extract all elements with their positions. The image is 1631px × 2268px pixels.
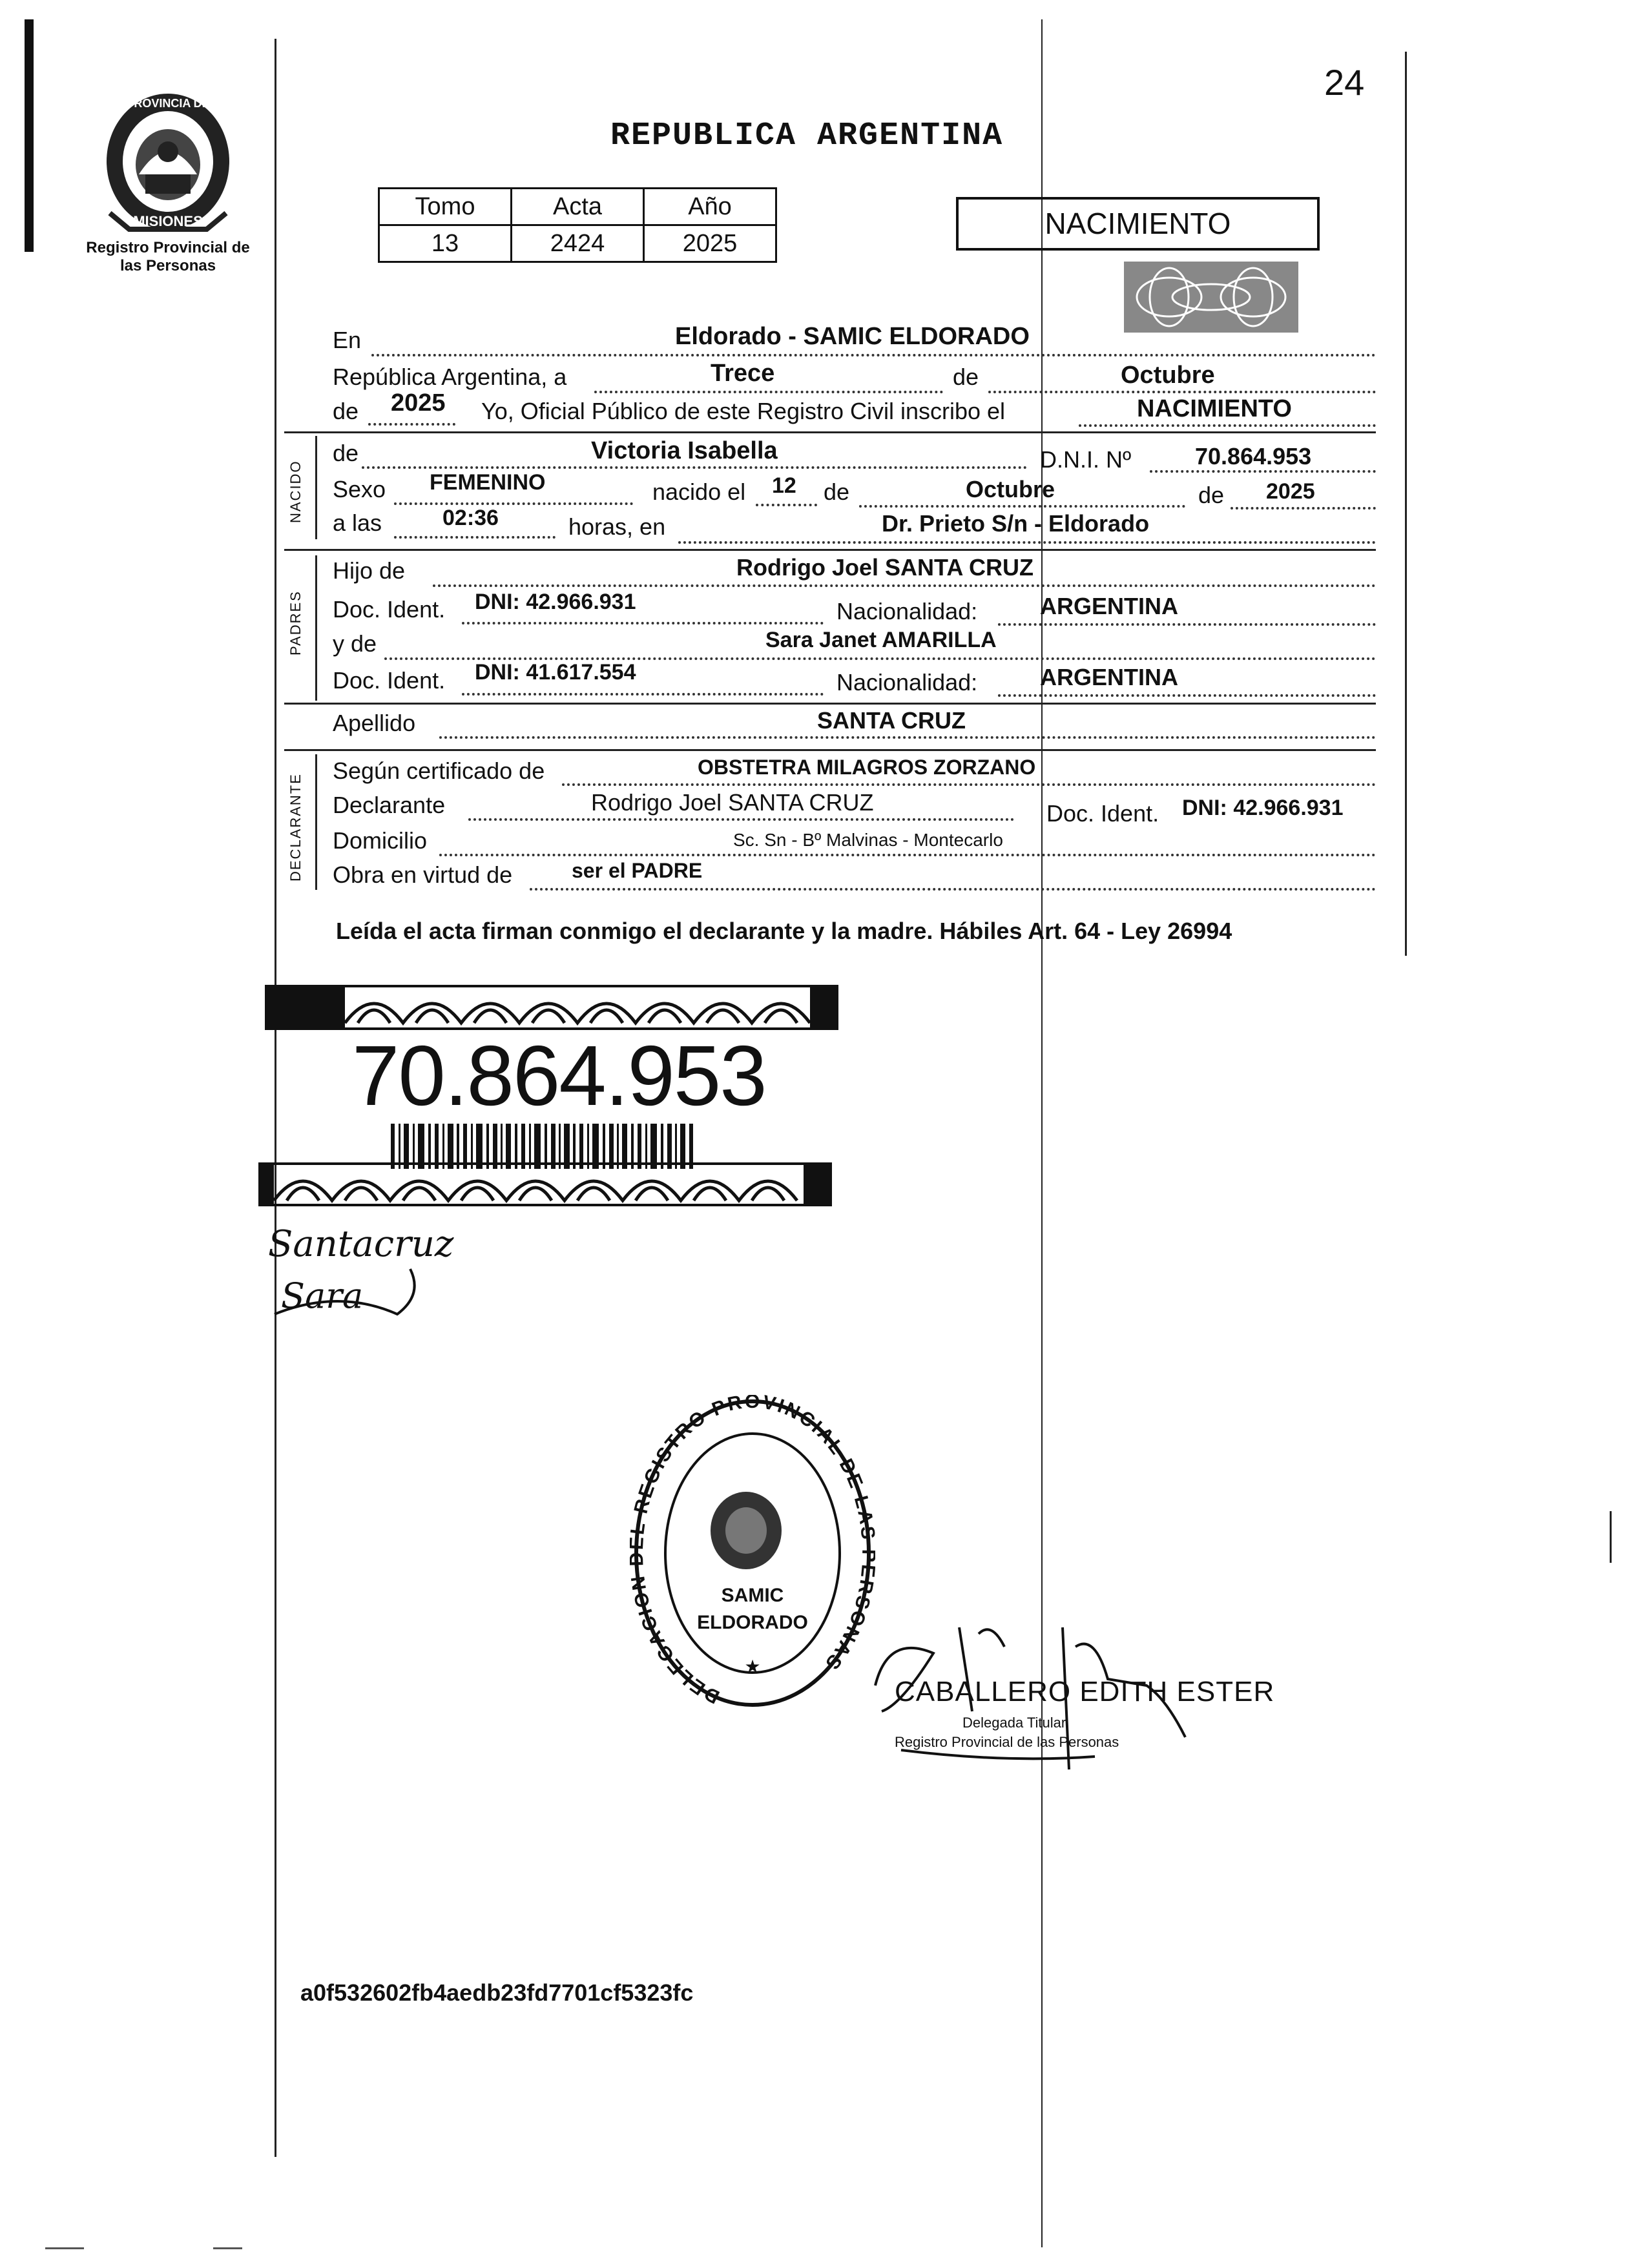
mother-doc: DNI: 41.617.554 — [475, 660, 636, 685]
nacionalidad-label: Nacionalidad: — [836, 598, 978, 624]
dotted-line — [1231, 507, 1376, 510]
dotted-line — [998, 623, 1376, 626]
dotted-line — [1150, 470, 1376, 473]
padres-label: PADRES — [287, 590, 304, 655]
en-label: En — [333, 327, 362, 353]
domicilio-label: Domicilio — [333, 827, 428, 854]
month-value: Octubre — [1121, 362, 1215, 389]
document-hash: a0f532602fb4aedb23fd7701cf5323fc — [300, 1979, 694, 2006]
header-anio: Año — [644, 189, 776, 225]
margin-bar — [25, 19, 34, 252]
obra-value: ser el PADRE — [572, 859, 703, 882]
register-table — [378, 187, 777, 263]
declarante-name: Rodrigo Joel SANTA CRUZ — [591, 789, 874, 816]
cert-value: OBSTETRA MILAGROS ZORZANO — [698, 756, 1036, 779]
de-label: de — [1198, 482, 1225, 508]
obra-label: Obra en virtud de — [333, 861, 513, 888]
official-stamp — [630, 1395, 875, 1718]
birth-month: Octubre — [966, 476, 1055, 502]
de-label: de — [953, 364, 979, 390]
doc-label: Doc. Ident. — [1046, 800, 1159, 827]
dotted-line — [371, 354, 1376, 356]
dotted-line — [562, 783, 1376, 786]
guilloche-strip-top — [265, 985, 838, 1030]
header-tomo: Tomo — [379, 189, 512, 225]
place-value: Eldorado - SAMIC ELDORADO — [675, 323, 1030, 350]
svg-text:PROVINCIA DE: PROVINCIA DE — [126, 97, 210, 110]
dotted-line — [859, 505, 1185, 508]
hora-label: a las — [333, 510, 382, 536]
birth-time: 02:36 — [442, 506, 499, 530]
hijo-label: Hijo de — [333, 557, 406, 584]
sexo-label: Sexo — [333, 476, 386, 502]
svg-text:MISIONES: MISIONES — [133, 213, 203, 229]
birth-year: 2025 — [1266, 479, 1315, 504]
declarante-field-label: Declarante — [333, 792, 446, 818]
oficial-text: Yo, Oficial Público de este Registro Civil inscribo el — [481, 398, 1006, 424]
scan-mark — [213, 2247, 242, 2249]
father-nationality: ARGENTINA — [1040, 593, 1178, 619]
svg-text:Sara: Sara — [281, 1275, 364, 1316]
nacionalidad-label: Nacionalidad: — [836, 669, 978, 696]
nacido-label-text: nacido el — [652, 479, 746, 505]
dotted-line — [468, 818, 1014, 821]
svg-text:DELEGACION DEL REGISTRO PROVIN: DELEGACIO REGISTRO PROVINCIAL DE LA RSONAS — [630, 1395, 875, 1708]
birth-place: Dr. Prieto S/n - Eldorado — [882, 510, 1150, 537]
right-border — [1405, 52, 1407, 956]
scan-mark — [1610, 1511, 1612, 1563]
section-divider — [284, 431, 1376, 433]
apellido-label: Apellido — [333, 710, 416, 736]
day-text: Trece — [711, 360, 775, 387]
closing-text: Leída el acta firman conmigo el declarante y la madre. Hábiles Art. 64 - Ley 26994 — [336, 918, 1232, 944]
horas-label: horas, en — [568, 513, 666, 540]
dotted-line — [756, 504, 817, 506]
province-logo — [84, 84, 252, 242]
svg-text:SAMIC: SAMIC — [721, 1585, 784, 1606]
dotted-line — [462, 622, 824, 624]
dotted-line — [439, 854, 1376, 856]
security-hologram — [1124, 262, 1298, 333]
scan-mark — [45, 2247, 84, 2249]
dotted-line — [678, 541, 1376, 544]
dotted-line — [1079, 424, 1376, 427]
child-name: Victoria Isabella — [591, 437, 778, 464]
mother-nationality: ARGENTINA — [1040, 664, 1178, 690]
father-doc: DNI: 42.966.931 — [475, 590, 636, 614]
declarante-doc: DNI: 42.966.931 — [1182, 796, 1344, 820]
dotted-line — [394, 536, 556, 539]
document-type-box: NACIMIENTO — [956, 197, 1320, 251]
official-org: Registro Provincial de las Personas — [895, 1734, 1119, 1750]
section-divider — [284, 749, 1376, 751]
dotted-line — [462, 693, 824, 696]
doc-label: Doc. Ident. — [333, 596, 446, 623]
child-dni: 70.864.953 — [1195, 443, 1312, 469]
svg-text:Santacruz: Santacruz — [268, 1223, 454, 1265]
dotted-line — [368, 423, 455, 426]
header-acta: Acta — [512, 189, 644, 225]
section-bar — [315, 555, 317, 701]
nacido-label: NACIDO — [287, 460, 304, 523]
official-name: CABALLERO EDITH ESTER — [895, 1676, 1275, 1707]
country-title: REPUBLICA ARGENTINA — [610, 118, 1004, 154]
de-label-2: de — [333, 398, 359, 424]
year-value: 2025 — [391, 389, 446, 417]
big-dni-number: 70.864.953 — [352, 1028, 766, 1123]
declarante-label: DECLARANTE — [287, 773, 304, 881]
de-label: de — [333, 440, 359, 466]
value-tomo: 13 — [379, 225, 512, 262]
section-divider — [284, 703, 1376, 705]
handwritten-signature — [262, 1217, 455, 1327]
dotted-line — [594, 391, 943, 393]
dotted-line — [998, 694, 1376, 697]
birth-day: 12 — [772, 473, 796, 498]
section-divider — [284, 549, 1376, 551]
de-label: de — [824, 479, 850, 505]
guilloche-strip-bottom — [258, 1162, 832, 1206]
domicilio-value: Sc. Sn - Bº Malvinas - Montecarlo — [733, 830, 1003, 850]
page-number: 24 — [1324, 62, 1365, 103]
dotted-line — [394, 502, 633, 505]
dotted-line — [530, 888, 1376, 891]
yde-label: y de — [333, 630, 377, 657]
doc-label: Doc. Ident. — [333, 667, 446, 694]
svg-text:ELDORADO: ELDORADO — [697, 1612, 808, 1633]
value-anio: 2025 — [644, 225, 776, 262]
event-value: NACIMIENTO — [1137, 395, 1292, 422]
margin-line — [275, 39, 276, 2157]
cert-label: Según certificado de — [333, 758, 545, 784]
dotted-line — [439, 736, 1376, 739]
father-name: Rodrigo Joel SANTA CRUZ — [736, 554, 1034, 581]
mother-name: Sara Janet AMARILLA — [765, 628, 997, 652]
value-acta: 2424 — [512, 225, 644, 262]
section-bar — [315, 754, 317, 890]
official-title: Delegada Titular — [962, 1715, 1066, 1731]
apellido-value: SANTA CRUZ — [817, 707, 966, 734]
section-bar — [315, 436, 317, 539]
dotted-line — [988, 391, 1376, 393]
republica-label: República Argentina, a — [333, 364, 567, 390]
logo-caption: Registro Provincial de las Personas — [86, 239, 250, 274]
sexo-value: FEMENINO — [430, 470, 546, 495]
dotted-line — [433, 584, 1376, 587]
dotted-line — [362, 466, 1027, 469]
dni-label: D.N.I. Nº — [1040, 446, 1132, 473]
svg-text:★: ★ — [744, 1656, 761, 1677]
